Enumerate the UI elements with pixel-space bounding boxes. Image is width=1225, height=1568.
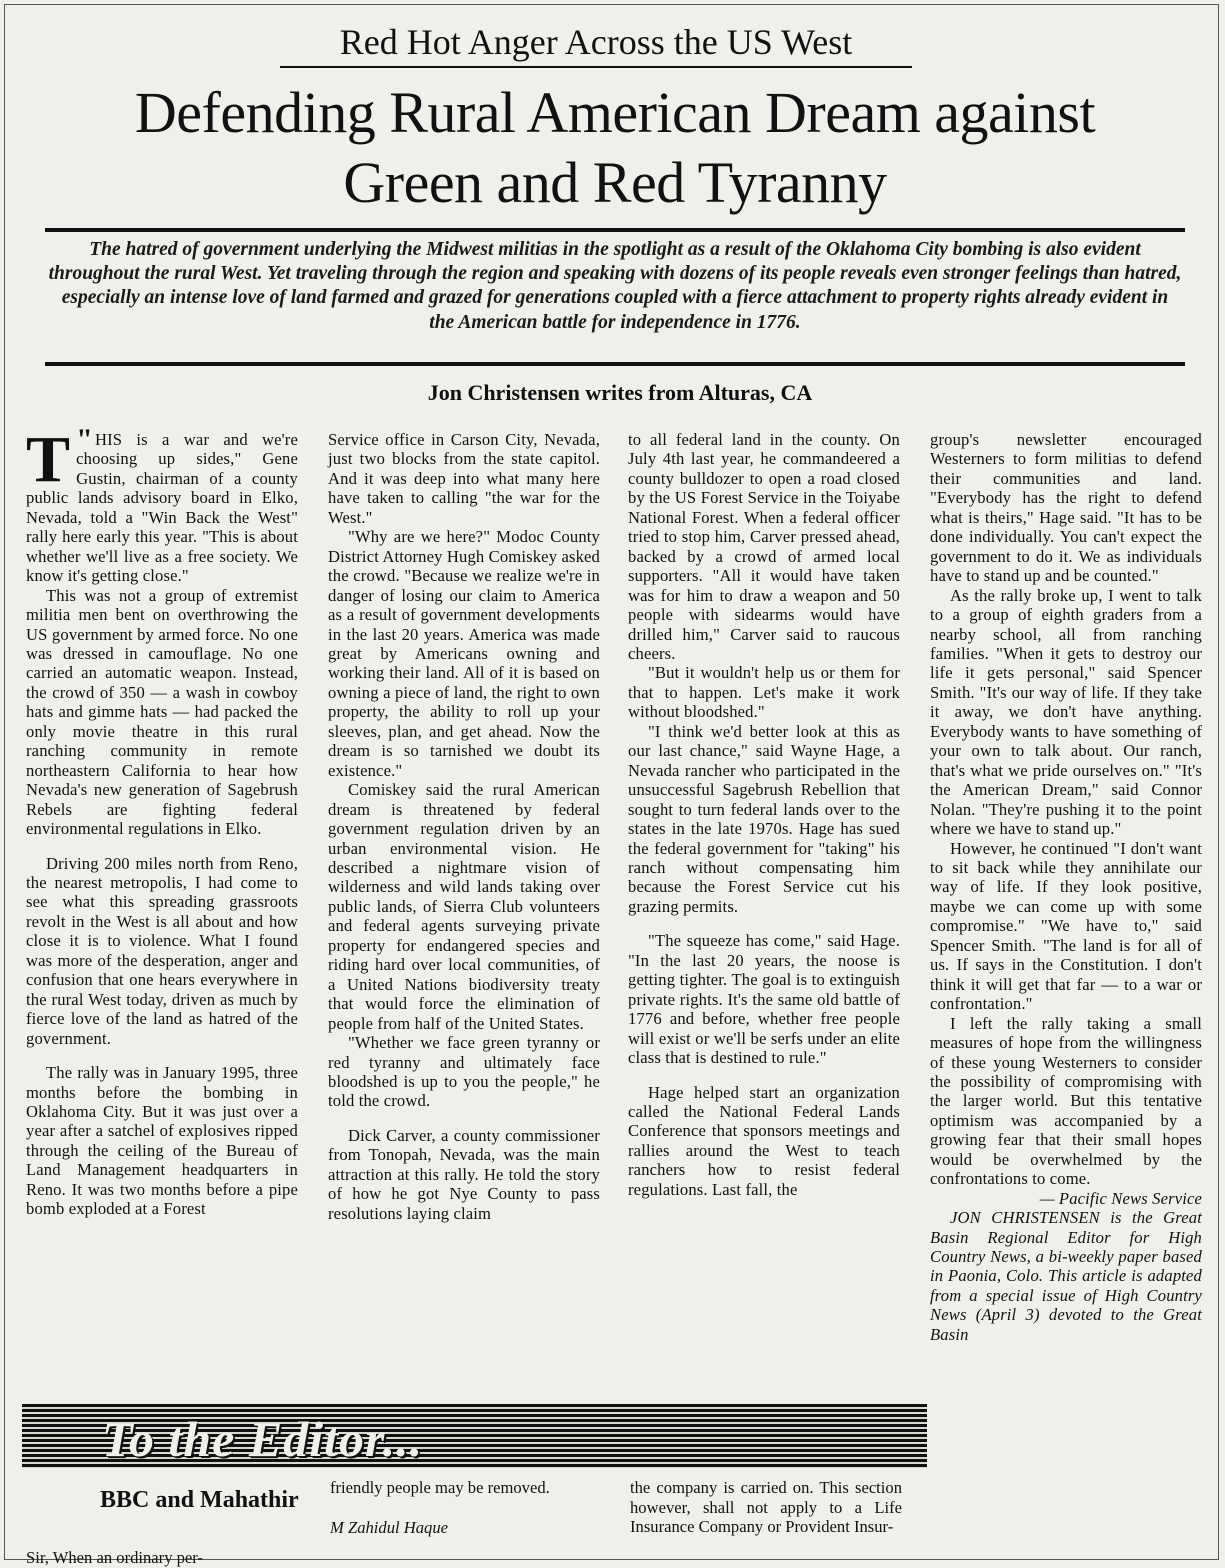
- letters-banner-title: To the Editor...: [102, 1411, 424, 1467]
- paragraph: group's newsletter encouraged Westerners to form militias to defend their communities and land. "Everybody has the right to defend what is theirs," Hage said. "It has to be done individually. You can't expect the government to do it. We as individuals have to stand up and be counted.": [930, 430, 1202, 586]
- paragraph: "Whether we face green tyranny or red tyranny and ultimately face bloodshed is up to you the people," he told the crowd.: [328, 1033, 600, 1111]
- letter-column-1: Sir, When an ordinary per-: [26, 1548, 204, 1567]
- paragraph: "But it wouldn't help us or them for that to happen. Let's make it work without bloodshed.": [628, 663, 900, 722]
- letters-banner: [22, 1404, 927, 1468]
- paragraph: However, he continued "I don't want to sit back while they annihilate our way of life. If they look positive, maybe we can come up with some compromise." "We have to," said Spencer Smith. "The land is for all of us. If says in the Constitution. I don't think it will get that far — to a war or confrontation.": [930, 838, 1202, 1014]
- paragraph-text: HIS is a war and we're choosing up sides," Gene Gustin, chairman of a county public lands advisory board in Elko, Nevada, told a "Win Back the West" rally here early this year. "This is about whether we'll live as a free society. We know it's getting close.": [26, 430, 298, 586]
- open-quote-mark: ": [76, 423, 93, 456]
- paragraph: As the rally broke up, I went to talk to a group of eighth graders from a nearby school, all from ranching families. "When it gets to destroy our life it gets personal," said Spencer Smith. "It's our way of life. If they take it away, we don't have anything. Everybody wants to have something of your own to talk about. Our ranch, that's what we pride ourselves on." "It's the American Dream," said Connor Nolan. "They're pushing it to the point where we have to stand up.": [930, 585, 1202, 839]
- letter-headline: BBC and Mahathir: [100, 1487, 299, 1513]
- paragraph: Service office in Carson City, Nevada, just two blocks from the state capitol. And it was deep into what many here have taken to calling "the war for the West.": [328, 430, 600, 527]
- paragraph: Dick Carver, a county commissioner from Tonopah, Nevada, was the main attraction at this rally. He told the story of how he got Nye County to pass resolutions laying claim: [328, 1125, 600, 1223]
- article-column-2: [328, 430, 600, 1223]
- headline-line-2: Green and Red Tyranny: [343, 150, 887, 215]
- paragraph: Comiskey said the rural American dream is threatened by federal government regulation driven by an urban environmental vision. He described a nightmare vision of wilderness and wild lands taking over public lands, of Sierra Club volunteers and federal agents surveying private property for endangered species and riding hard over local communities, of a United Nations biodiversity treaty that would force the elimination of people from half of the United States.: [328, 780, 600, 1033]
- deck-summary: The hatred of government underlying the Midwest militias in the spotlight as a result of the Oklahoma City bombing is also evident throughout the rural West. Yet traveling through the region and speaking with dozens of its people reveals even stronger feelings than hatred, especially an intense love of land farmed and grazed for generations coupled with a fierce attachment to property rights already evident in the American battle for independence in 1776.: [48, 239, 1182, 333]
- main-headline: [40, 78, 1190, 218]
- paragraph: to all federal land in the county. On July 4th last year, he commandeered a county bulldozer to open a road closed by the US Forest Service in the Toiyabe National Forest. When a federal officer tried to stop him, Carver pressed ahead, backed by a crowd of armed local supporters. "All it would have taken was for him to draw a weapon and 50 people with sidearms would have drilled him," Carver said to raucous cheers.: [628, 430, 900, 663]
- letter-text: friendly people may be removed.: [330, 1478, 550, 1497]
- wire-credit: — Pacific News Service: [1039, 1188, 1202, 1208]
- paragraph: This was not a group of extremist militia men bent on overthrowing the US government by armed force. No one was dressed in camouflage. No one carried an automatic weapon. Instead, the crowd of 350 — a wash in cowboy hats and gimme hats — had packed the only movie theatre in this rural ranching community in remote northeastern California to hear how Nevada's new generation of Sagebrush Rebels are fighting federal environmental regulations in Elko.: [26, 585, 298, 839]
- letter-signature: M Zahidul Haque: [330, 1517, 448, 1537]
- kicker-headline: Red Hot Anger Across the US West: [280, 20, 912, 68]
- author-bio: JON CHRISTENSEN is the Great Basin Regional Editor for High Country News, a bi-weekly paper based in Paonia, Colo. This article is adapted from a special issue of High Country News (April 3) devoted to the Great Basin: [930, 1208, 1202, 1344]
- article-column-4: [930, 430, 1202, 1344]
- paragraph: I left the rally taking a small measures of hope from the willingness of these young Westerners to consider the possibility of compromising with the larger world. But this tentative optimism was accompanied by a growing fear that their small hopes would be overwhelmed by the confrontations to come.: [930, 1013, 1202, 1189]
- paragraph: "I think we'd better look at this as our last chance," said Wayne Hage, a Nevada rancher who participated in the unsuccessful Sagebrush Rebellion that sought to turn federal lands over to the states in the late 1970s. Hage has sued the federal government for "taking" his ranch without compensating him because the Forest Service cut his grazing permits.: [628, 721, 900, 916]
- paragraph: The rally was in January 1995, three months before the bombing in Oklahoma City. But it was just over a year after a satchel of explosives ripped through the ceiling of the Bureau of Land Management headquarters in Reno. It was two months before a pipe bomb exploded at a Forest: [26, 1063, 298, 1219]
- paragraph: Driving 200 miles north from Reno, the nearest metropolis, I had come to see what this spreading grassroots revolt in the West is all about and how close it is to violence. What I found was more of the desperation, anger and confusion that one hears everywhere in the rural West today, driven as much by fierce love of the land as hatred of the government.: [26, 853, 298, 1048]
- deck-top-rule: [45, 228, 1185, 232]
- article-column-1: [26, 423, 298, 1219]
- paragraph: "The squeeze has come," said Hage. "In the last 20 years, the noose is getting tighter. The goal is to extinguish private rights. It's the same old battle of 1776 and before, whether free people will exist or we'll be serfs under an elite class that is destined to rule.": [628, 931, 900, 1068]
- byline: Jon Christensen writes from Alturas, CA: [427, 380, 813, 405]
- deck-bottom-rule: [45, 362, 1185, 366]
- drop-cap: T: [26, 423, 71, 496]
- article-column-3: [628, 430, 900, 1199]
- paragraph: "Why are we here?" Modoc County District Attorney Hugh Comiskey asked the crowd. "Because we realize we're in danger of losing our claim to America as a result of government developments in the last 20 years. America was made great by Americans owning and working their land. All of it is based on owning a piece of land, the right to own property, the ability to roll up your sleeves, plan, and get ahead. Now the dream is so tarnished we doubt its existence.": [328, 527, 600, 780]
- headline-line-1: Defending Rural American Dream against: [134, 80, 1096, 145]
- letter-column-2: [330, 1478, 602, 1537]
- paragraph: [26, 423, 298, 586]
- letter-column-3: the company is carried on. This section however, shall not apply to a Life Insurance Company or Provident Insur-: [630, 1478, 902, 1536]
- paragraph: Hage helped start an organization called the National Federal Lands Conference that sponsors meetings and rallies around the West to teach ranchers how to resist federal regulations. Last fall, the: [628, 1082, 900, 1199]
